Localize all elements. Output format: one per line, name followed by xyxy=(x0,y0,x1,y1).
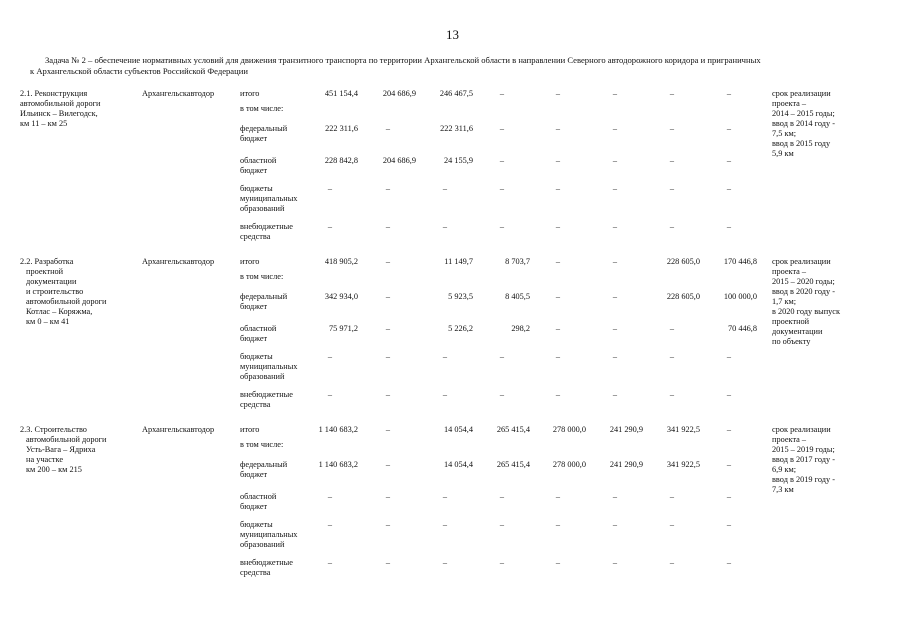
amount-cell: 24 155,9 xyxy=(443,156,473,165)
amount-cell: 418 905,2 xyxy=(324,257,358,266)
funding-source-line: итого xyxy=(240,425,260,434)
amount-cell: 8 703,7 xyxy=(505,257,530,266)
funding-source-line: образований xyxy=(240,372,285,381)
project-note-line: по объекту xyxy=(772,337,811,346)
amount-cell: – xyxy=(555,520,561,529)
amount-cell: – xyxy=(669,89,675,98)
amount-cell: 451 154,4 xyxy=(324,89,358,98)
funding-source xyxy=(240,492,276,512)
amount-cell: – xyxy=(555,89,561,98)
amount-cell: – xyxy=(555,257,561,266)
amount-cell: – xyxy=(726,184,732,193)
funding-source-line: итого xyxy=(240,257,260,266)
amount-cell: – xyxy=(726,520,732,529)
amount-cell: – xyxy=(726,558,732,567)
amount-cell: 278 000,0 xyxy=(552,425,586,434)
amount-cell: – xyxy=(669,324,675,333)
funding-source xyxy=(240,222,293,242)
funding-source-line: средства xyxy=(240,568,271,577)
project-name xyxy=(20,425,107,475)
funding-source xyxy=(240,352,297,382)
project-note-line: ввод в 2019 году - xyxy=(772,475,835,484)
amount-cell: – xyxy=(499,124,505,133)
project-name-line: и строительство xyxy=(26,287,84,296)
amount-cell: – xyxy=(555,184,561,193)
amount-cell: 1 140 683,2 xyxy=(318,460,358,469)
funding-source-line: бюджет xyxy=(240,302,268,311)
project-name-line: км 11 – км 25 xyxy=(20,119,68,128)
amount-cell: – xyxy=(612,324,618,333)
funding-source xyxy=(240,460,287,480)
amount-cell: – xyxy=(612,352,618,361)
task-heading xyxy=(30,55,870,77)
amount-cell: – xyxy=(499,390,505,399)
amount-cell: – xyxy=(327,520,333,529)
funding-source xyxy=(240,124,287,144)
project-name-line: автомобильной дороги xyxy=(20,99,101,108)
funding-source-line: внебюджетные xyxy=(240,390,293,399)
project-note-line: 2015 – 2019 годы; xyxy=(772,445,835,454)
amount-cell: 246 467,5 xyxy=(439,89,473,98)
amount-cell: – xyxy=(327,558,333,567)
project-note-line: 7,5 км; xyxy=(772,129,797,138)
funding-source-line: областной xyxy=(240,156,277,165)
task-heading-line-2: к Архангельской области субъектов Российской Федерации xyxy=(30,66,248,76)
project-note-line: 2014 – 2015 годы; xyxy=(772,109,835,118)
amount-cell: 265 415,4 xyxy=(496,460,530,469)
amount-cell: – xyxy=(385,558,391,567)
amount-cell: 228 842,8 xyxy=(324,156,358,165)
funding-source xyxy=(240,104,283,114)
funding-source xyxy=(240,440,283,450)
project-note-line: в 2020 году выпуск xyxy=(772,307,841,316)
amount-cell: – xyxy=(385,124,391,133)
amount-cell: 278 000,0 xyxy=(552,460,586,469)
funding-source xyxy=(240,257,259,267)
project-name xyxy=(20,89,101,129)
funding-source xyxy=(240,520,297,550)
funding-source xyxy=(240,558,293,578)
amount-cell: – xyxy=(385,492,391,501)
funding-source xyxy=(240,272,283,282)
amount-cell: – xyxy=(612,520,618,529)
amount-cell: – xyxy=(499,222,505,231)
amount-cell: – xyxy=(555,324,561,333)
project-note xyxy=(772,89,835,159)
amount-cell: – xyxy=(327,184,333,193)
funding-source-line: средства xyxy=(240,400,271,409)
amount-cell: – xyxy=(612,390,618,399)
amount-cell: – xyxy=(385,184,391,193)
funding-source-line: в том числе: xyxy=(240,272,284,281)
funding-source-line: муниципальных xyxy=(240,194,298,203)
project-note xyxy=(772,425,835,495)
amount-cell: 228 605,0 xyxy=(666,257,700,266)
project-name-line: Ильинск – Вилегодск, xyxy=(20,109,98,118)
amount-cell: 241 290,9 xyxy=(609,460,643,469)
amount-cell: – xyxy=(612,156,618,165)
amount-cell: – xyxy=(669,520,675,529)
funding-source xyxy=(240,292,287,312)
funding-source xyxy=(240,390,293,410)
project-note-line: 6,9 км; xyxy=(772,465,797,474)
amount-cell: – xyxy=(669,222,675,231)
funding-source xyxy=(240,156,276,176)
amount-cell: 241 290,9 xyxy=(609,425,643,434)
amount-cell: – xyxy=(612,492,618,501)
amount-cell: 342 934,0 xyxy=(324,292,358,301)
funding-source-line: бюджеты xyxy=(240,352,273,361)
amount-cell: – xyxy=(555,156,561,165)
project-note-line: проекта – xyxy=(772,267,807,276)
project-note-line: ввод в 2020 году - xyxy=(772,287,835,296)
amount-cell: 222 311,6 xyxy=(440,124,473,133)
funding-source-line: областной xyxy=(240,324,277,333)
funding-source-line: муниципальных xyxy=(240,362,298,371)
amount-cell: – xyxy=(385,257,391,266)
amount-cell: 228 605,0 xyxy=(666,292,700,301)
project-note-line: проекта – xyxy=(772,435,807,444)
amount-cell: – xyxy=(385,520,391,529)
amount-cell: – xyxy=(726,222,732,231)
page-number: 13 xyxy=(446,27,459,42)
funding-source-line: бюджет xyxy=(240,134,268,143)
amount-cell: – xyxy=(555,222,561,231)
executor-cell: Архангельскавтодор xyxy=(142,425,215,434)
project-note-line: 1,7 км; xyxy=(772,297,797,306)
amount-cell: 341 922,5 xyxy=(666,425,700,434)
project-name-line: документации xyxy=(26,277,77,286)
amount-cell: – xyxy=(442,222,448,231)
funding-source xyxy=(240,425,259,435)
project-name-line: км 200 – км 215 xyxy=(26,465,82,474)
project-name-line: Котлас – Коряжма, xyxy=(26,307,93,316)
funding-source-line: бюджет xyxy=(240,502,268,511)
project-name-line: 2.1. Реконструкция xyxy=(20,89,88,98)
amount-cell: – xyxy=(442,492,448,501)
amount-cell: – xyxy=(669,156,675,165)
project-name-line: 2.2. Разработка xyxy=(20,257,74,266)
funding-source-line: средства xyxy=(240,232,271,241)
amount-cell: – xyxy=(555,352,561,361)
project-name-line: проектной xyxy=(26,267,64,276)
amount-cell: – xyxy=(442,184,448,193)
amount-cell: 70 446,8 xyxy=(727,324,757,333)
project-name-line: на участке xyxy=(26,455,64,464)
amount-cell: – xyxy=(726,352,732,361)
project-note-line: срок реализации xyxy=(772,257,831,266)
amount-cell: – xyxy=(726,89,732,98)
amount-cell: 204 686,9 xyxy=(382,156,416,165)
executor-cell: Архангельскавтодор xyxy=(142,257,215,266)
amount-cell: – xyxy=(442,390,448,399)
amount-cell: 14 054,4 xyxy=(443,460,473,469)
amount-cell: 8 405,5 xyxy=(505,292,530,301)
amount-cell: – xyxy=(726,124,732,133)
amount-cell: – xyxy=(385,390,391,399)
amount-cell: – xyxy=(499,89,505,98)
task-heading-line-1: Задача № 2 – обеспечение нормативных условий для движения транзитного транспорта по территории Архангельской области в направлении Северного автодорожного коридора и приграничных xyxy=(45,55,761,65)
amount-cell: – xyxy=(612,184,618,193)
project-note-line: ввод в 2014 году - xyxy=(772,119,835,128)
project-name xyxy=(20,257,107,327)
amount-cell: – xyxy=(669,558,675,567)
amount-cell: – xyxy=(669,492,675,501)
amount-cell: – xyxy=(612,292,618,301)
amount-cell: 11 149,7 xyxy=(444,257,473,266)
amount-cell: – xyxy=(726,460,732,469)
funding-source-line: образований xyxy=(240,540,285,549)
project-note-line: срок реализации xyxy=(772,89,831,98)
funding-source-line: в том числе: xyxy=(240,440,284,449)
project-note-line: проекта – xyxy=(772,99,807,108)
project-note-line: 2015 – 2020 годы; xyxy=(772,277,835,286)
amount-cell: – xyxy=(499,184,505,193)
funding-source-line: итого xyxy=(240,89,260,98)
project-note-line: ввод в 2015 году xyxy=(772,139,831,148)
project-note-line: 7,3 км xyxy=(772,485,794,494)
amount-cell: 100 000,0 xyxy=(723,292,757,301)
amount-cell: – xyxy=(327,222,333,231)
funding-source-line: бюджеты xyxy=(240,520,273,529)
amount-cell: – xyxy=(669,352,675,361)
amount-cell: 170 446,8 xyxy=(723,257,757,266)
executor-cell: Архангельскавтодор xyxy=(142,89,215,98)
amount-cell: – xyxy=(327,492,333,501)
amount-cell: – xyxy=(555,292,561,301)
project-name-line: автомобильной дороги xyxy=(26,297,107,306)
amount-cell: 1 140 683,2 xyxy=(318,425,358,434)
amount-cell: – xyxy=(555,492,561,501)
funding-source-line: бюджет xyxy=(240,166,268,175)
amount-cell: – xyxy=(385,460,391,469)
amount-cell: – xyxy=(499,492,505,501)
funding-source xyxy=(240,184,297,214)
amount-cell: – xyxy=(726,492,732,501)
amount-cell: – xyxy=(612,89,618,98)
funding-source-line: федеральный xyxy=(240,124,288,133)
funding-source xyxy=(240,89,259,99)
funding-source-line: образований xyxy=(240,204,285,213)
amount-cell: – xyxy=(612,124,618,133)
amount-cell: – xyxy=(442,520,448,529)
amount-cell: 265 415,4 xyxy=(496,425,530,434)
amount-cell: 5 226,2 xyxy=(448,324,473,333)
amount-cell: – xyxy=(327,352,333,361)
funding-source-line: бюджет xyxy=(240,334,268,343)
project-note-line: 5,9 км xyxy=(772,149,794,158)
amount-cell: – xyxy=(499,156,505,165)
project-name-line: автомобильной дороги xyxy=(26,435,107,444)
amount-cell: – xyxy=(612,222,618,231)
project-name-line: км 0 – км 41 xyxy=(26,317,70,326)
amount-cell: – xyxy=(385,222,391,231)
funding-source-line: федеральный xyxy=(240,460,288,469)
project-note-line: ввод в 2017 году - xyxy=(772,455,835,464)
amount-cell: – xyxy=(555,390,561,399)
project-name-line: Усть-Вага – Ядриха xyxy=(26,445,96,454)
project-note-line: срок реализации xyxy=(772,425,831,434)
amount-cell: – xyxy=(555,558,561,567)
funding-source-line: внебюджетные xyxy=(240,558,293,567)
amount-cell: – xyxy=(385,292,391,301)
amount-cell: – xyxy=(385,425,391,434)
amount-cell: – xyxy=(726,425,732,434)
amount-cell: – xyxy=(385,324,391,333)
amount-cell: 204 686,9 xyxy=(382,89,416,98)
amount-cell: – xyxy=(612,558,618,567)
amount-cell: – xyxy=(612,257,618,266)
amount-cell: – xyxy=(499,352,505,361)
amount-cell: 298,2 xyxy=(511,324,530,333)
funding-source-line: муниципальных xyxy=(240,530,298,539)
project-note-line: документации xyxy=(772,327,823,336)
funding-source xyxy=(240,324,276,344)
funding-source-line: областной xyxy=(240,492,277,501)
funding-source-line: бюджет xyxy=(240,470,268,479)
amount-cell: – xyxy=(327,390,333,399)
amount-cell: – xyxy=(726,390,732,399)
amount-cell: 222 311,6 xyxy=(325,124,358,133)
funding-source-line: бюджеты xyxy=(240,184,273,193)
amount-cell: – xyxy=(499,520,505,529)
project-note xyxy=(772,257,840,347)
amount-cell: 341 922,5 xyxy=(666,460,700,469)
amount-cell: – xyxy=(442,352,448,361)
amount-cell: 75 971,2 xyxy=(328,324,358,333)
funding-source-line: федеральный xyxy=(240,292,288,301)
amount-cell: 14 054,4 xyxy=(443,425,473,434)
amount-cell: – xyxy=(669,390,675,399)
amount-cell: – xyxy=(499,558,505,567)
amount-cell: – xyxy=(385,352,391,361)
project-note-line: проектной xyxy=(772,317,810,326)
amount-cell: – xyxy=(669,124,675,133)
amount-cell: 5 923,5 xyxy=(448,292,473,301)
amount-cell: – xyxy=(442,558,448,567)
amount-cell: – xyxy=(669,184,675,193)
project-name-line: 2.3. Строительство xyxy=(20,425,87,434)
amount-cell: – xyxy=(726,156,732,165)
funding-source-line: внебюджетные xyxy=(240,222,293,231)
funding-source-line: в том числе: xyxy=(240,104,284,113)
amount-cell: – xyxy=(555,124,561,133)
